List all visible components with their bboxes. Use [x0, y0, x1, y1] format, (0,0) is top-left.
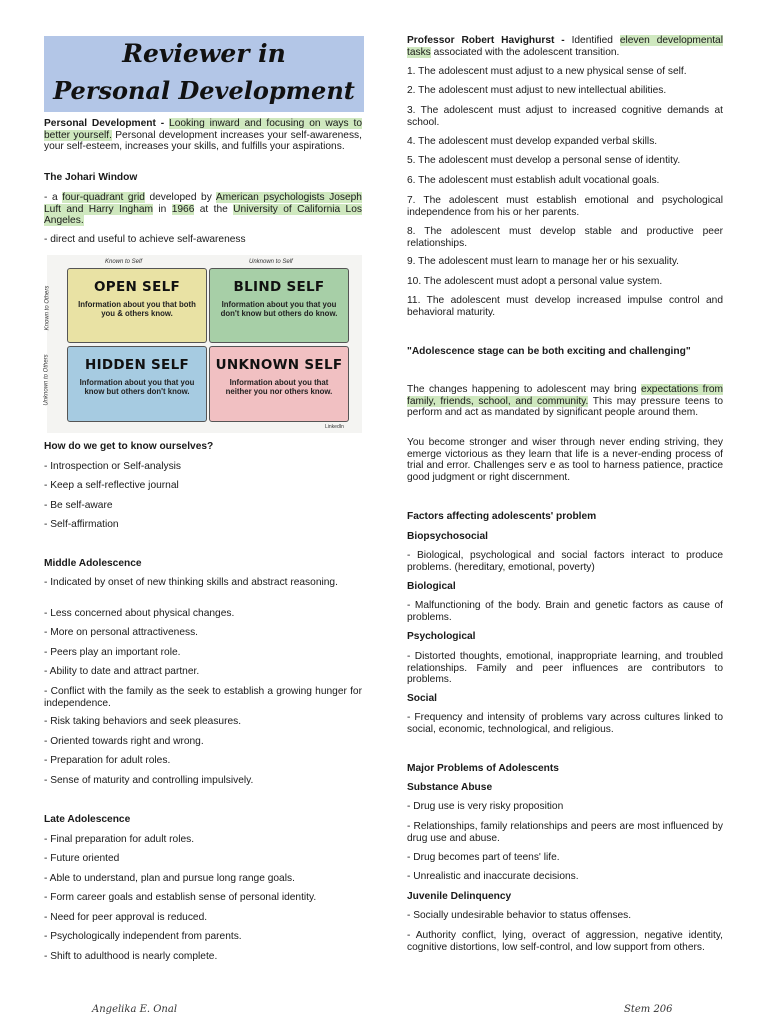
task-item: 6. The adolescent must establish adult vocational goals. — [407, 175, 660, 186]
middle-adolescence-heading: Middle Adolescence — [44, 558, 142, 569]
hidden-self-quadrant — [67, 346, 207, 422]
juvenile-delinquency-heading: Juvenile Delinquency — [407, 891, 512, 902]
stronger-paragraph: You become stronger and wiser through never ending striving, they emerge victorious as they learn that life is a never-ending process of trial and error. Challenges serv e as tool to harness patience, practice good judgment or right discernment. — [407, 437, 723, 483]
late-adolescence-heading: Late Adolescence — [44, 814, 131, 825]
title-line-2: Personal Development — [53, 76, 355, 105]
personal-development-definition: Personal Development - Looking inward and focusing on ways to better yourself. Personal development increases your self-awareness, your self-esteem, increases your skills, and fulfills your aspirations. — [44, 118, 362, 153]
blind-self-title: BLIND SELF — [233, 279, 325, 295]
list-item: - Risk taking behaviors and seek pleasures. — [44, 716, 242, 727]
johari-window — [43, 255, 362, 433]
list-item: - Peers play an important role. — [44, 647, 181, 658]
list-item: - Self-affirmation — [44, 519, 119, 530]
task-item: 3. The adolescent must adjust to increased cognitive demands at school. — [407, 105, 723, 128]
johari-description: - a four-quadrant grid developed by American psychologists Joseph Luft and Harry Ingham in 1966 at the University of California Los Angeles. — [44, 192, 362, 227]
list-item: - Be self-aware — [44, 500, 113, 511]
social-heading: Social — [407, 693, 438, 704]
task-item: 1. The adolescent must adjust to a new physical sense of self. — [407, 66, 687, 77]
hidden-self-title: HIDDEN SELF — [84, 357, 190, 373]
social-text: - Frequency and intensity of problems vary across cultures linked to social, economic, technological, and religious. — [407, 712, 723, 735]
list-item: - Psychologically independent from parents. — [44, 931, 242, 942]
adolescence-quote: "Adolescence stage can be both exciting and challenging" — [407, 346, 691, 357]
johari-heading: The Johari Window — [44, 172, 138, 183]
list-item: - Introspection or Self-analysis — [44, 461, 182, 472]
known-to-others-label: Known to Others — [44, 285, 51, 331]
list-item: - Socially undesirable behavior to status offenses. — [407, 910, 632, 921]
footer-author: Angelika E. Onal — [92, 1004, 178, 1015]
list-item: - Relationships, family relationships and peers are most influenced by drug use and abuse. — [407, 821, 723, 844]
task-item: 5. The adolescent must develop a personal sense of identity. — [407, 155, 681, 166]
list-item: - Need for peer approval is reduced. — [44, 912, 208, 923]
list-item: - Shift to adulthood is nearly complete. — [44, 951, 218, 962]
unknown-self-title: UNKNOWN SELF — [215, 357, 343, 373]
factors-heading: Factors affecting adolescents' problem — [407, 511, 597, 522]
list-item: - Form career goals and establish sense of personal identity. — [44, 892, 317, 903]
known-to-self-label: Known to Self — [105, 259, 143, 265]
footer-section: Stem 206 — [624, 1004, 673, 1015]
substance-abuse-heading: Substance Abuse — [407, 782, 493, 793]
list-item: - Indicated by onset of new thinking skills and abstract reasoning. — [44, 577, 338, 588]
list-item: - More on personal attractiveness. — [44, 627, 199, 638]
psychological-heading: Psychological — [407, 631, 476, 642]
title-line-1: Reviewer in — [122, 39, 286, 68]
unknown-self-desc: Information about you that neither you nor others know. — [225, 378, 333, 396]
task-item: 8. The adolescent must develop stable and productive peer relationships. — [407, 226, 723, 249]
task-item: 2. The adolescent must adjust to new intellectual abilities. — [407, 85, 667, 96]
list-item: - Sense of maturity and controlling impulsively. — [44, 775, 254, 786]
list-item: - Drug use is very risky proposition — [407, 801, 564, 812]
task-item: 11. The adolescent must develop increased impulse control and behavioral maturity. — [407, 295, 723, 318]
list-item: - Conflict with the family as the seek to establish a growing hunger for independence. — [44, 686, 362, 709]
task-item: 4. The adolescent must develop expanded verbal skills. — [407, 136, 658, 147]
unknown-to-others-label: Unknown to Others — [43, 354, 50, 406]
biopsychosocial-heading: Biopsychosocial — [407, 531, 488, 542]
open-self-quadrant — [67, 268, 207, 343]
list-item: - Authority conflict, lying, overact of aggression, negative identity, cognitive distortions, low self-control, and low support from others. — [407, 930, 723, 953]
johari-direct: - direct and useful to achieve self-awareness — [44, 234, 246, 245]
list-item: - Future oriented — [44, 853, 120, 864]
hidden-self-desc: Information about you that you know but others don't know. — [79, 378, 195, 396]
blind-self-quadrant — [209, 268, 349, 343]
list-item: - Less concerned about physical changes. — [44, 608, 235, 619]
title-box — [44, 36, 364, 112]
list-item: - Drug becomes part of teens' life. — [407, 852, 560, 863]
list-item: - Preparation for adult roles. — [44, 755, 171, 766]
unknown-self-quadrant — [209, 346, 349, 422]
havighurst-intro: Professor Robert Havighurst - Identified eleven developmental tasks associated with the adolescent transition. — [407, 35, 723, 58]
changes-paragraph: The changes happening to adolescent may bring expectations from family, friends, school, and community. This may pressure teens to perform and act as mandated by significant people around them. — [407, 384, 723, 419]
linkedin-credit: LinkedIn — [325, 424, 344, 430]
know-heading: How do we get to know ourselves? — [44, 441, 214, 452]
open-self-title: OPEN SELF — [93, 279, 181, 295]
list-item: - Able to understand, plan and pursue long range goals. — [44, 873, 295, 884]
biological-heading: Biological — [407, 581, 456, 592]
blind-self-desc: Information about you that you don't know but others do know. — [220, 300, 338, 318]
biopsychosocial-text: - Biological, psychological and social factors interact to produce problems. (hereditary, emotional, poverty) — [407, 550, 723, 573]
biological-text: - Malfunctioning of the body. Brain and genetic factors as cause of problems. — [407, 600, 723, 623]
list-item: - Keep a self-reflective journal — [44, 480, 179, 491]
list-item: - Unrealistic and inaccurate decisions. — [407, 871, 579, 882]
major-problems-heading: Major Problems of Adolescents — [407, 763, 559, 774]
list-item: - Ability to date and attract partner. — [44, 666, 200, 677]
open-self-desc: Information about you that both you & others know. — [78, 300, 196, 318]
unknown-to-self-label: Unknown to Self — [249, 259, 293, 265]
task-item: 10. The adolescent must adopt a personal value system. — [407, 276, 663, 287]
list-item: - Final preparation for adult roles. — [44, 834, 195, 845]
task-item: 7. The adolescent must establish emotional and psychological independence from his or her parents. — [407, 195, 723, 218]
task-item: 9. The adolescent must learn to manage her or his sexuality. — [407, 256, 680, 267]
list-item: - Oriented towards right and wrong. — [44, 736, 204, 747]
psychological-text: - Distorted thoughts, emotional, inappropriate learning, and troubled relationships. Family and peer influences are contributors to problems. — [407, 651, 723, 686]
